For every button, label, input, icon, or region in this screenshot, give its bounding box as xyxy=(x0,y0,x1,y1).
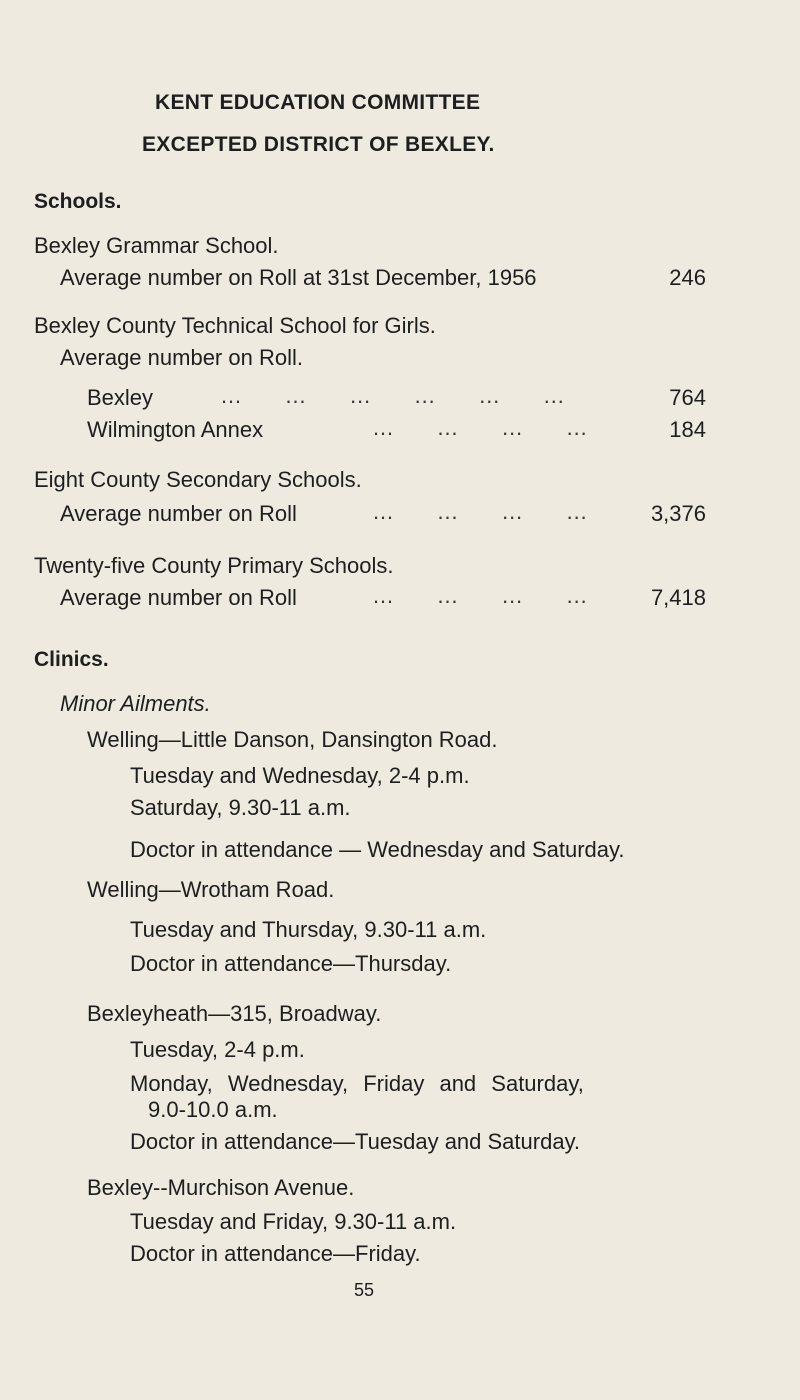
secondary-schools-name: Eight County Secondary Schools. xyxy=(34,467,362,492)
grammar-school-name: Bexley Grammar School. xyxy=(34,233,279,258)
clinic-detail-line: Tuesday and Wednesday, 2-4 p.m. xyxy=(130,763,470,788)
clinic-detail-line: Doctor in attendance—Thursday. xyxy=(130,951,452,976)
technical-row-wilmington-label: Wilmington Annex xyxy=(87,417,264,442)
technical-row-bexley-value: 764 xyxy=(669,385,706,410)
clinic-detail-line: Saturday, 9.30-11 a.m. xyxy=(130,795,351,820)
clinics-heading: Clinics. xyxy=(34,648,109,671)
minor-ailments-subheading: Minor Ailments. xyxy=(60,691,211,716)
clinic-detail-line: Doctor in attendance — Wednesday and Saturday. xyxy=(130,837,625,862)
leader-dots: … … … … … … xyxy=(220,383,567,408)
secondary-roll-value: 3,376 xyxy=(650,501,706,526)
clinic-detail-line: Tuesday and Thursday, 9.30-11 a.m. xyxy=(130,917,487,942)
grammar-roll-value: 246 xyxy=(669,265,706,290)
technical-row-wilmington-value: 184 xyxy=(669,417,706,442)
clinic-location: Welling—Little Danson, Dansington Road. xyxy=(87,727,498,752)
clinic-detail-line: Tuesday, 2-4 p.m. xyxy=(130,1037,305,1062)
clinic-detail-line: Doctor in attendance—Friday. xyxy=(130,1241,421,1266)
clinic-detail-line: Doctor in attendance—Tuesday and Saturday. xyxy=(130,1129,581,1154)
leader-dots: … … … … xyxy=(372,499,590,524)
technical-roll-label: Average number on Roll. xyxy=(60,345,303,370)
clinic-detail-line: Tuesday and Friday, 9.30-11 a.m. xyxy=(130,1209,457,1234)
primary-roll-label: Average number on Roll xyxy=(60,585,297,610)
clinic-location: Bexley--Murchison Avenue. xyxy=(87,1175,355,1200)
primary-schools-name: Twenty-five County Primary Schools. xyxy=(34,553,394,578)
page-number: 55 xyxy=(354,1280,375,1300)
leader-dots: … … … … xyxy=(372,583,590,608)
district-title: EXCEPTED DISTRICT OF BEXLEY. xyxy=(142,133,495,156)
schools-heading: Schools. xyxy=(34,190,122,213)
clinic-detail-line: Monday, Wednesday, Friday and Saturday, xyxy=(130,1071,584,1096)
technical-school-name: Bexley County Technical School for Girls. xyxy=(34,313,436,338)
primary-roll-value: 7,418 xyxy=(650,585,706,610)
grammar-roll-label: Average number on Roll at 31st December, 1956 xyxy=(60,265,537,290)
clinic-location: Welling—Wrotham Road. xyxy=(87,877,335,902)
committee-title: KENT EDUCATION COMMITTEE xyxy=(155,91,481,114)
leader-dots: … … … … xyxy=(372,415,590,440)
technical-row-bexley-label: Bexley xyxy=(87,385,154,410)
secondary-roll-label: Average number on Roll xyxy=(60,501,297,526)
clinic-detail-line: 9.0-10.0 a.m. xyxy=(148,1097,278,1122)
clinic-location: Bexleyheath—315, Broadway. xyxy=(87,1001,382,1026)
